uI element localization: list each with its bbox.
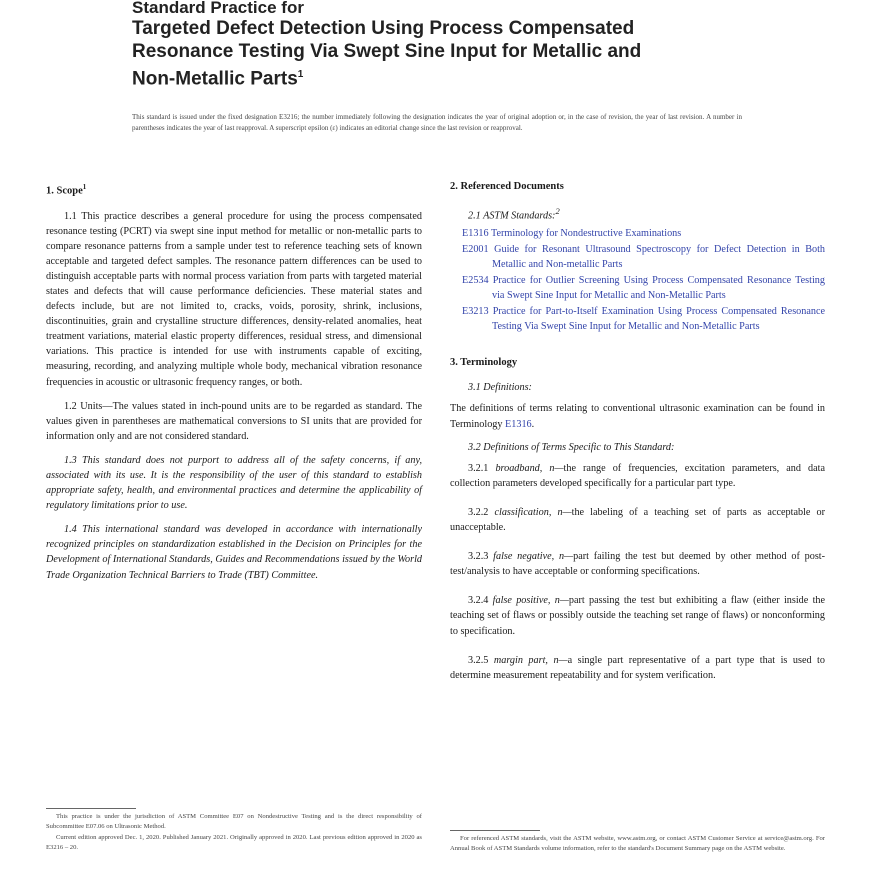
definitions-subheading: 3.1 Definitions: (468, 382, 532, 394)
right-column (450, 180, 825, 697)
referenced-documents-heading: 2. Referenced Documents (450, 181, 564, 192)
definition-item: 3.2.2 classification, n—the labeling of a teaching set of parts as acceptable or unacceptable. (450, 506, 826, 534)
definition-item: 3.2.3 false negative, n—part failing the test but deemed by other method of post-test/analysis to have acceptable or conforming specifications. (450, 551, 826, 578)
scope-paragraph-1-1: 1.1 This practice describes a general procedure for using the process compensated resonance testing (PCRT) via swept sine input method for metallic or non-metallic parts to compare resonance patterns from a sample under test to reference teaching sets of known acceptable and targeted defect samples. The resonance pattern differences can be used to distinguish acceptable parts with normal process variation from parts with targeted material states and defects that will cause performance deficiencies. These material states and defects include, but are not limited to, cracks, voids, porosity, shrink, inclusions, discontinuities, grain and crystalline structure differences, density-related anomalies, heat treatment variations, material elastic property differences, residual stress, and dimensional variations. This practice is intended for use with instruments capable of exciting, measuring, recording, and analyzing multiple whole body, mechanical vibration resonance frequencies in acoustic or ultrasonic frequency ranges, or both. (46, 210, 422, 388)
astm-standards-subheading: 2.1 ASTM Standards:$^2$ (468, 206, 560, 222)
left-footnotes (46, 812, 422, 854)
reference-item[interactable]: E2534 Practice for Outlier Screening Using Process Compensated Resonance Testing via Swept Sine Input for Metallic and Non-Metallic Parts (462, 275, 825, 302)
right-footnote-rule (450, 830, 540, 831)
title-line-1: Targeted Defect Detection Using Process Compensated (132, 18, 635, 39)
definition-item: 3.2.1 broadband, n—the range of frequencies, excitation parameters, and data collection parameters developed specifically for a particular part type. (450, 462, 825, 489)
reference-item[interactable]: E3213 Practice for Part-to-Itself Examination Using Process Compensated Resonance Testing Via Swept Sine Input for Metallic and Non-Metallic Parts (462, 306, 826, 333)
definitions-text: The definitions of terms relating to conventional ultrasonic examination can be found in Terminology E1316. (450, 403, 825, 430)
specific-definitions-subheading: 3.2 Definitions of Terms Specific to This Standard: (468, 441, 675, 453)
right-footnotes (450, 834, 825, 855)
reference-item[interactable]: E1316 Terminology for Nondestructive Examinations (462, 228, 682, 240)
footnote-1: This practice is under the jurisdiction of ASTM Committee E07 on Nondestructive Testing and is the direct responsibility of Subcommittee E07.06 on Ultrasonic Method. (46, 813, 422, 830)
footnote-2: For referenced ASTM standards, visit the ASTM website, www.astm.org, or contact ASTM Customer Service at service@astm.org. For Annual Book of ASTM Standards volume information, refer to the standard's Document Summary page on the ASTM website. (450, 835, 825, 852)
title-footnote-mark: 1 (297, 69, 304, 80)
terminology-link[interactable]: E1316 (505, 418, 532, 430)
scope-paragraph-1-2: 1.2 Units—The values stated in inch-pound units are to be regarded as standard. The values given in parentheses are mathematical conversions to SI units that are provided for information only and are not considered standard. (46, 400, 422, 442)
left-column (46, 180, 422, 592)
designation-notice: This standard is issued under the fixed designation E3216; the number immediately following the designation indicates the year of original adoption or, in the case of revision, the year of last revision. A number in parentheses indicates the year of last reapproval. A superscript epsilon (ε) indicates an editorial change since the last revision or reapproval. (132, 113, 742, 132)
designation-line: Standard Practice for (132, 0, 304, 17)
scope-paragraph-1-4: 1.4 This international standard was developed in accordance with internationally recognized principles on standardization established in the Decision on Principles for the Development of International Standards, Guides and Recommendations issued by the World Trade Organization Technical Barriers to Trade (TBT) Committee. (46, 524, 422, 581)
terminology-heading: 3. Terminology (450, 357, 518, 369)
scope-heading: 1. Scope$^1$ (46, 183, 87, 197)
footnote-current-edition: Current edition approved Dec. 1, 2020. Published January 2021. Originally approved in 2020. Last previous edition approved in 2020 as E3216 – 20. (46, 834, 422, 851)
document-title-block (132, 0, 772, 90)
definition-item: 3.2.4 false positive, n—part passing the test but exhibiting a flaw (either inside the teaching set of flaws or possibly outside the teaching set range of flaws) or nonconforming to specification. (450, 595, 826, 637)
left-footnote-rule (46, 808, 136, 809)
definition-item: 3.2.5 margin part, n—a single part representative of a part type that is used to determine measurement repeatability and for system verification. (450, 654, 825, 681)
title-line-2: Resonance Testing Via Swept Sine Input for Metallic and (132, 41, 642, 62)
scope-paragraph-1-3: 1.3 This standard does not purport to address all of the safety concerns, if any, associated with its use. It is the responsibility of the user of this standard to establish appropriate safety, health, and environmental practices and determine the applicability of regulatory limitations prior to use. (46, 454, 422, 512)
reference-item[interactable]: E2001 Guide for Resonant Ultrasound Spectroscopy for Defect Detection in Both Metallic and Non-metallic Parts (462, 244, 826, 271)
title-line-3: Non-Metallic Parts$^1$ (132, 68, 304, 90)
